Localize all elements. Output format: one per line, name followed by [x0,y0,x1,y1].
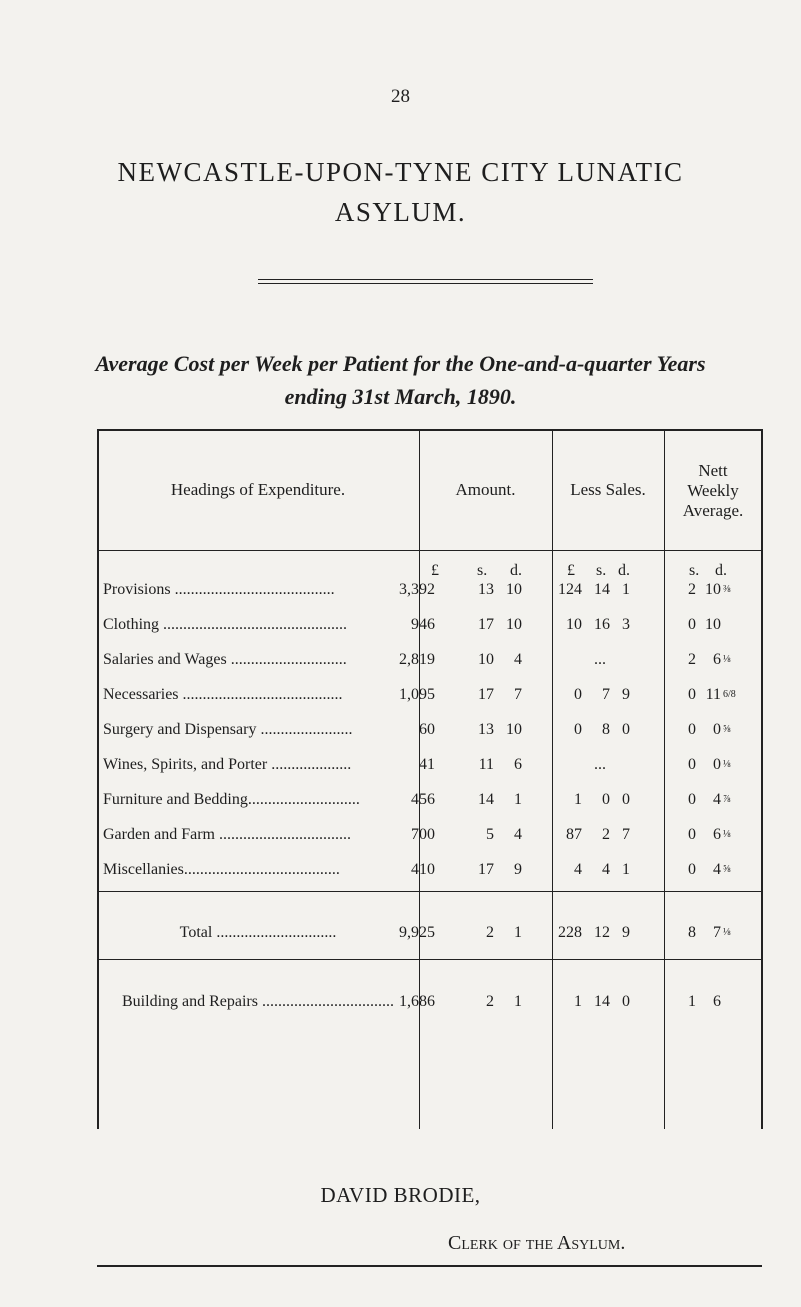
sales-empty-mark: ... [594,651,606,668]
row-label: Provisions ........................................ [103,581,335,598]
row-label: Clothing .............................................. [103,616,348,633]
nett-pence: 6 [713,993,721,1010]
nett-pence: 4 [713,861,721,878]
amount-pounds: 410 [411,861,435,878]
row-label: Necessaries ........................................ [103,686,343,703]
sales-shillings: 2 [602,826,610,843]
caption-line-2: ending 31st March, 1890. [284,384,517,409]
table-caption [0,347,801,413]
amount-pence: 6 [514,756,522,773]
amount-pence: 7 [514,686,522,703]
nett-pence: 10 [705,581,721,598]
nett-fraction: ⅞ [723,794,731,805]
double-rule-top [258,279,593,280]
nett-shillings: 0 [688,826,696,843]
amount-pence: 4 [514,826,522,843]
nett-fraction: 6/8 [723,689,736,700]
sales-pounds: 0 [574,686,582,703]
nett-shillings: 0 [688,616,696,633]
nett-pence: 6 [713,651,721,668]
amount-pence: 10 [506,581,522,598]
building-row [97,993,762,1017]
table-row [97,721,762,745]
sales-pounds: 4 [574,861,582,878]
table-row [97,651,762,675]
sales-shillings: 14 [594,993,610,1010]
nett-shillings: 0 [688,686,696,703]
amount-pounds: 2,819 [399,651,435,668]
sales-pounds: 1 [574,993,582,1010]
unit-sales-pounds: £ [567,562,575,579]
unit-nett-shillings: s. [689,562,700,579]
amount-pence: 10 [506,616,522,633]
row-label: Surgery and Dispensary ....................... [103,721,353,738]
nett-pence: 11 [705,686,721,703]
nett-shillings: 1 [688,993,696,1010]
amount-pence: 10 [506,721,522,738]
sales-pence: 9 [622,924,630,941]
total-label: Total .............................. [179,924,337,941]
total-row [97,924,762,948]
amount-shillings: 5 [486,826,494,843]
sales-pounds: 87 [566,826,582,843]
nett-pence: 10 [705,616,721,633]
amount-shillings: 10 [478,651,494,668]
amount-pounds: 1,095 [399,686,435,703]
nett-shillings: 0 [688,861,696,878]
nett-shillings: 0 [688,721,696,738]
sales-shillings: 16 [594,616,610,633]
row-label: Wines, Spirits, and Porter .................... [103,756,352,773]
nett-pence: 7 [713,924,721,941]
nett-shillings: 2 [688,581,696,598]
amount-pounds: 456 [411,791,435,808]
table-row [97,861,762,885]
sales-shillings: 14 [594,581,610,598]
sales-empty-mark: ... [594,756,606,773]
sales-pence: 1 [622,581,630,598]
row-label: Furniture and Bedding............................ [103,791,360,808]
header-nett-line-1: Nett [698,461,728,480]
header-amount: Amount. [455,480,516,499]
table-row [97,756,762,780]
building-label: Building and Repairs ................................. [122,993,394,1010]
amount-pounds: 9,925 [399,924,435,941]
sales-pounds: 0 [574,721,582,738]
page-title [0,152,801,232]
amount-pence: 1 [514,791,522,808]
nett-fraction: ⅝ [723,724,731,735]
header-rule [97,550,762,551]
building-rule [97,959,762,960]
title-line-2: ASYLUM. [334,197,467,227]
unit-sales-shillings: s. [596,562,607,579]
nett-fraction: ⅛ [723,654,731,665]
total-rule [97,891,762,892]
amount-shillings: 13 [478,721,494,738]
table-top-rule [97,429,762,431]
amount-shillings: 2 [486,924,494,941]
sales-pence: 0 [622,721,630,738]
amount-pounds: 1,686 [399,993,435,1010]
header-headings: Headings of Expenditure. [170,480,346,499]
signature-name: DAVID BRODIE, [320,1183,481,1207]
nett-fraction: ⅛ [723,829,731,840]
sales-pence: 1 [622,861,630,878]
caption-line-1: Average Cost per Week per Patient for the One-and-a-quarter Years [95,351,706,376]
double-rule-bottom [258,283,593,284]
page-number: 28 [391,86,410,107]
amount-pence: 1 [514,924,522,941]
header-nett [664,461,762,521]
sales-shillings: 7 [602,686,610,703]
unit-amount-pence: d. [510,562,522,579]
sales-pence: 9 [622,686,630,703]
nett-shillings: 2 [688,651,696,668]
nett-pence: 6 [713,826,721,843]
nett-shillings: 0 [688,791,696,808]
amount-shillings: 17 [478,861,494,878]
nett-fraction: ⅝ [723,864,731,875]
unit-sales-pence: d. [618,562,630,579]
sales-pence: 3 [622,616,630,633]
table-row [97,826,762,850]
header-nett-line-3: Average. [682,501,744,520]
sales-pence: 7 [622,826,630,843]
amount-pence: 4 [514,651,522,668]
table-row [97,686,762,710]
nett-shillings: 8 [688,924,696,941]
nett-pence: 0 [713,756,721,773]
amount-pounds: 700 [411,826,435,843]
amount-shillings: 13 [478,581,494,598]
nett-pence: 4 [713,791,721,808]
sales-pounds: 1 [574,791,582,808]
title-line-1: NEWCASTLE-UPON-TYNE CITY LUNATIC [117,157,684,187]
sales-shillings: 4 [602,861,610,878]
sales-pence: 0 [622,993,630,1010]
amount-shillings: 17 [478,616,494,633]
sales-shillings: 8 [602,721,610,738]
signature-title: Clerk of the Asylum. [448,1232,626,1254]
unit-amount-pounds: £ [431,562,439,579]
nett-fraction: ⅛ [723,927,731,938]
sales-pounds: 228 [558,924,582,941]
unit-nett-pence: d. [715,562,727,579]
nett-fraction: ⅛ [723,759,731,770]
unit-amount-shillings: s. [477,562,488,579]
amount-shillings: 11 [478,756,494,773]
nett-fraction: ⅜ [723,584,731,595]
amount-pounds: 41 [419,756,435,773]
table-row [97,581,762,605]
amount-pence: 1 [514,993,522,1010]
amount-pence: 9 [514,861,522,878]
sales-shillings: 0 [602,791,610,808]
amount-pounds: 3,392 [399,581,435,598]
expenditure-table [97,429,762,1129]
sales-pence: 0 [622,791,630,808]
row-label: Salaries and Wages ............................. [103,651,347,668]
amount-shillings: 14 [478,791,494,808]
row-label: Miscellanies....................................... [103,861,340,878]
amount-shillings: 17 [478,686,494,703]
row-label: Garden and Farm ................................. [103,826,351,843]
table-row [97,791,762,815]
table-row [97,616,762,640]
amount-pounds: 946 [411,616,435,633]
nett-pence: 0 [713,721,721,738]
nett-shillings: 0 [688,756,696,773]
sales-shillings: 12 [594,924,610,941]
amount-pounds: 60 [419,721,435,738]
header-less-sales: Less Sales. [570,480,646,499]
table-bottom-rule [97,1265,762,1267]
sales-pounds: 10 [566,616,582,633]
amount-shillings: 2 [486,993,494,1010]
header-nett-line-2: Weekly [687,481,739,500]
sales-pounds: 124 [558,581,582,598]
